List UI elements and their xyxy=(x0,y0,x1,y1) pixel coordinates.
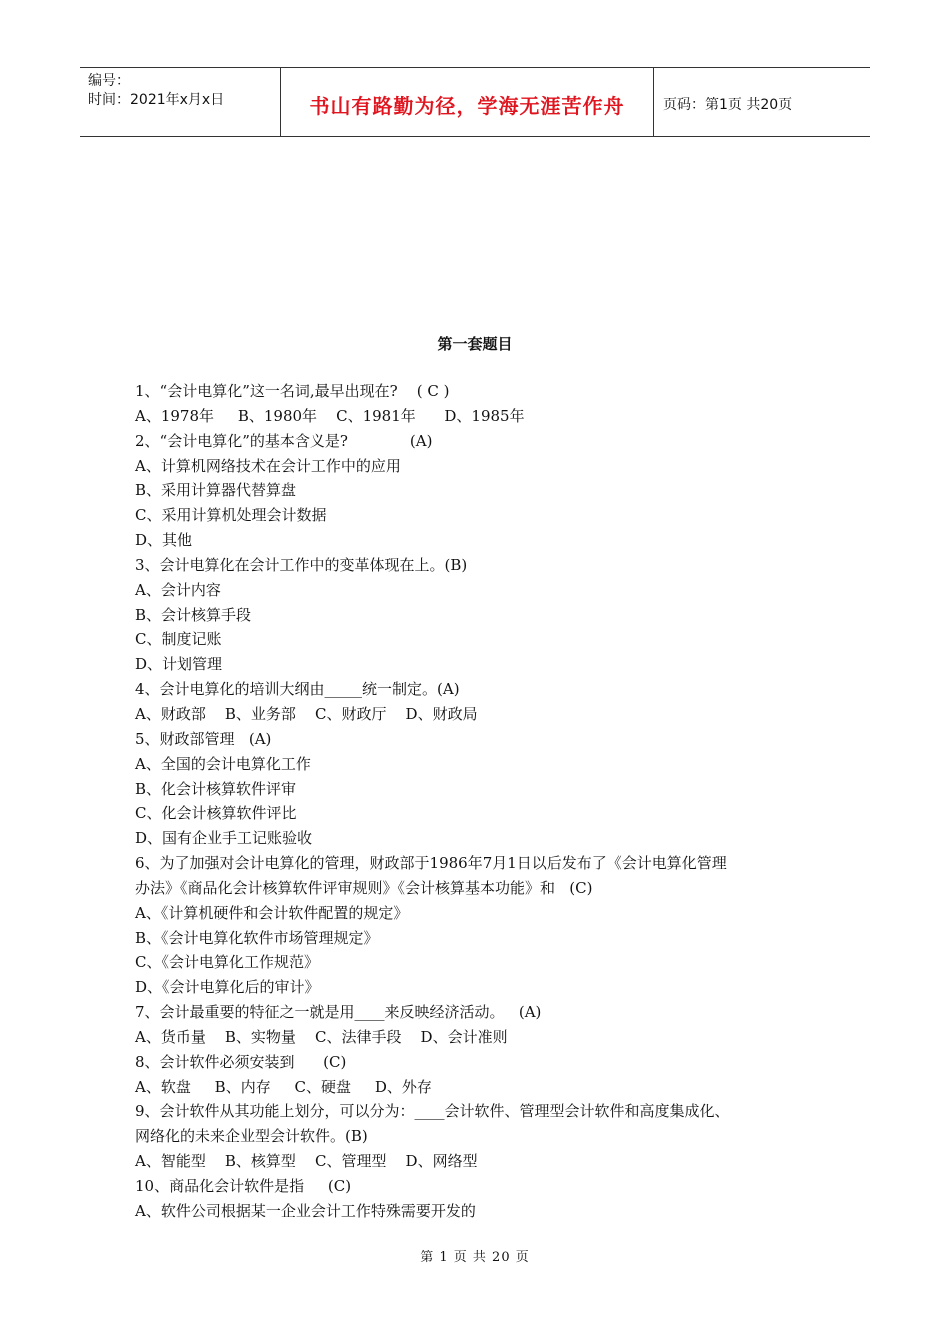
text-line: 办法》《商品化会计核算软件评审规则》《会计核算基本功能》和 (C) xyxy=(135,878,593,897)
text-line: C、制度记账 xyxy=(135,630,222,649)
text-line: 4、会计电算化的培训大纲由_____统一制定。(A) xyxy=(135,680,460,699)
text-line: A、全国的会计电算化工作 xyxy=(135,754,311,773)
text-line: A、货币量 B、实物量 C、法律手段 D、会计准则 xyxy=(135,1027,508,1046)
text-line: A、会计内容 xyxy=(135,580,221,599)
question-list xyxy=(135,379,825,1224)
text-line: B、化会计核算软件评审 xyxy=(135,779,297,798)
text-line: D、国有企业手工记账验收 xyxy=(135,829,313,848)
text-line: 10、商品化会计软件是指 (C) xyxy=(135,1177,352,1195)
text-line: 1、“会计电算化”这一名词,最早出现在? ( C ) xyxy=(135,382,450,400)
text-line: B、会计核算手段 xyxy=(135,605,252,624)
document-title: 第一套题目 xyxy=(437,335,513,353)
text-line: D、《会计电算化后的审计》 xyxy=(135,978,320,997)
text-line: D、计划管理 xyxy=(135,655,223,674)
text-line: A、软盘 B、内存 C、硬盘 D、外存 xyxy=(135,1077,432,1096)
text-line: 7、会计最重要的特征之一就是用____来反映经济活动。 (A) xyxy=(135,1003,542,1022)
text-line: 网络化的未来企业型会计软件。(B) xyxy=(135,1127,368,1146)
text-line: 3、会计电算化在会计工作中的变革体现在上。(B) xyxy=(135,555,468,574)
text-line: 6、为了加强对会计电算化的管理，财政部于1986年7月1日以后发布了《会计电算化管理 xyxy=(135,854,727,873)
page-footer: 第 1 页 共 20 页 xyxy=(420,1250,530,1265)
text-line: C、采用计算机处理会计数据 xyxy=(135,506,327,525)
text-line: 2、“会计电算化”的基本含义是? (A) xyxy=(135,431,433,450)
text-line: A、软件公司根据某一企业会计工作特殊需要开发的 xyxy=(135,1201,476,1220)
text-line: A、财政部 B、业务部 C、财政厅 D、财政局 xyxy=(135,704,478,723)
text-line: A、智能型 B、核算型 C、管理型 D、网络型 xyxy=(135,1152,478,1171)
text-line: A、1978年 B、1980年 C、1981年 D、1985年 xyxy=(135,406,525,425)
header-motto: 书山有路勤为径，学海无涯苦作舟 xyxy=(281,68,654,136)
text-line: C、《会计电算化工作规范》 xyxy=(135,953,319,972)
text-line: 9、会计软件从其功能上划分，可以分为：____会计软件、管理型会计软件和高度集成化、 xyxy=(135,1102,730,1121)
header-page-info: 页码：第1页 共20页 xyxy=(663,97,793,113)
text-line: B、采用计算器代替算盘 xyxy=(135,481,297,500)
page-header xyxy=(80,67,870,137)
header-meta xyxy=(80,68,281,136)
header-number-label: 编号： xyxy=(88,73,130,89)
text-line: D、其他 xyxy=(135,531,193,550)
text-line: 5、财政部管理 (A) xyxy=(135,729,272,748)
text-line: B、《会计电算化软件市场管理规定》 xyxy=(135,928,379,947)
text-line: C、化会计核算软件评比 xyxy=(135,804,297,823)
text-line: A、《计算机硬件和会计软件配置的规定》 xyxy=(135,903,409,922)
text-line: A、计算机网络技术在会计工作中的应用 xyxy=(135,456,401,475)
header-time-label: 时间：2021年x月x日 xyxy=(88,92,225,108)
text-line: 8、会计软件必须安装到 (C) xyxy=(135,1052,347,1071)
